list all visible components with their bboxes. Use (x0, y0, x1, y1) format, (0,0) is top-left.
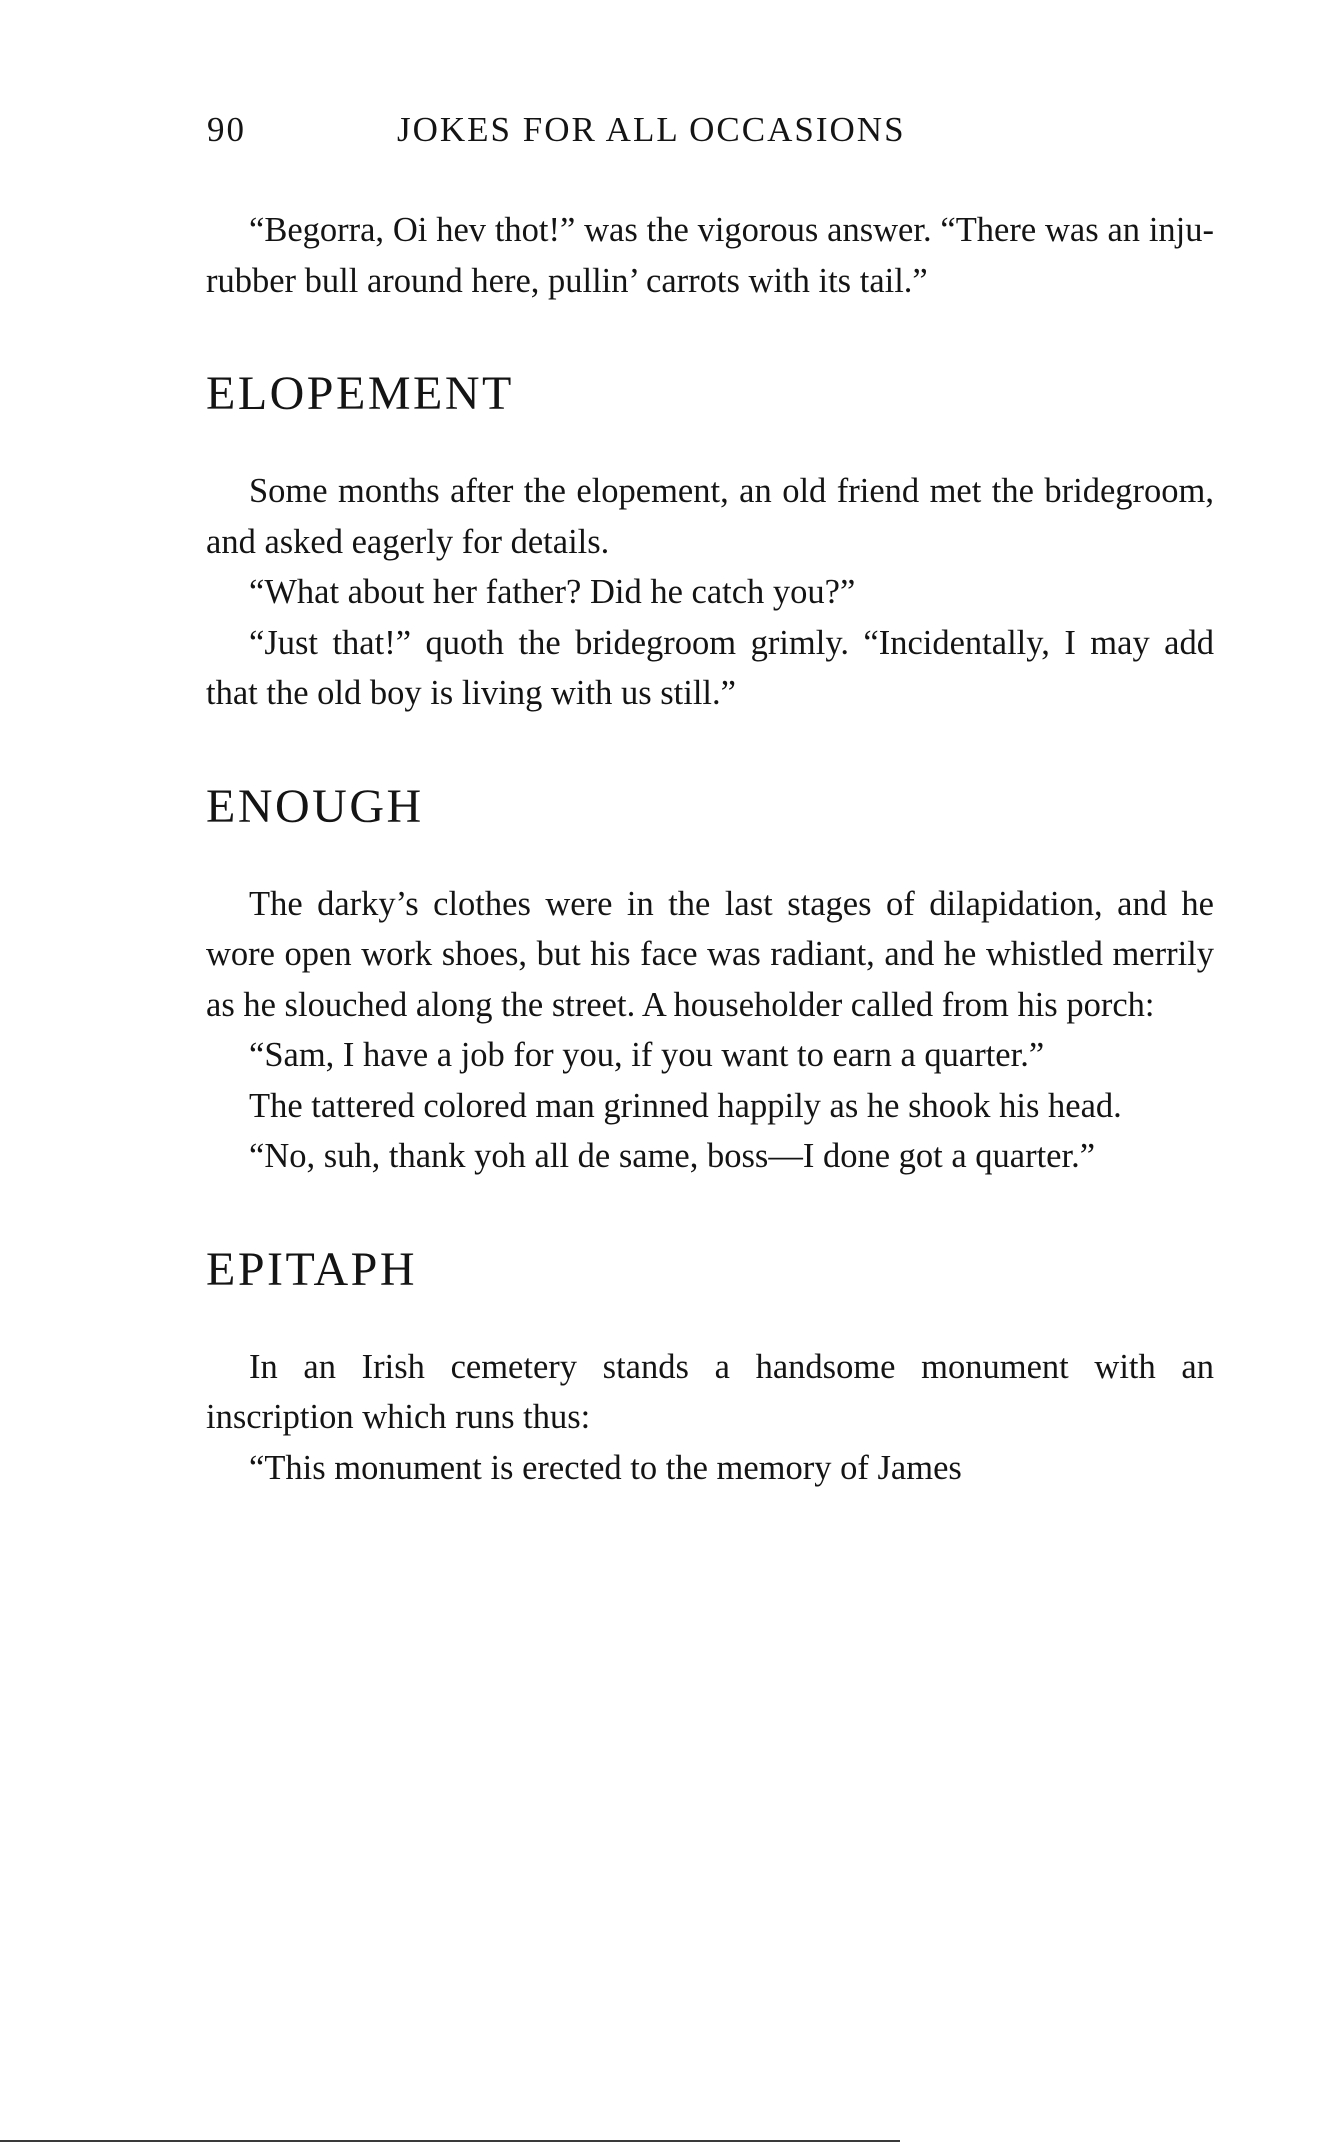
continuation-paragraph: “Begorra, Oi hev thot!” was the vigorous answer. “There was an inju-rubber bull around here, pullin’ carrots with its tail.” (206, 211, 1214, 300)
scan-edge-rule (0, 2140, 900, 2142)
paragraph: The tattered colored man grinned happily as he shook his head. (249, 1086, 1122, 1125)
section-heading: EPITAPH (206, 1242, 417, 1296)
book-title: JOKES FOR ALL OCCASIONS (397, 110, 906, 149)
page-number: 90 (207, 110, 246, 149)
section-elopement (206, 366, 1214, 719)
page-body (206, 205, 1214, 1493)
section-epitaph (206, 1242, 1214, 1494)
section-heading: ELOPEMENT (206, 367, 514, 420)
running-head (207, 108, 1207, 152)
paragraph: “No, suh, thank yoh all de same, boss—I done got a quarter.” (249, 1137, 1096, 1175)
section-enough (206, 779, 1214, 1182)
section-heading: ENOUGH (206, 779, 424, 833)
paragraph: Some months after the elopement, an old friend met the bridegroom, and asked eagerly for details. (206, 472, 1214, 561)
paragraph: “This monument is erected to the memory of James (249, 1448, 962, 1487)
paragraph: In an Irish cemetery stands a handsome monument with an inscription which runs thus: (206, 1347, 1214, 1436)
paragraph: “What about her father? Did he catch you?” (249, 573, 856, 611)
paragraph: “Sam, I have a job for you, if you want to earn a quarter.” (249, 1036, 1045, 1074)
paragraph: The darky’s clothes were in the last stages of dilapidation, and he wore open work shoes, but his face was radiant, and he whistled merrily as he slouched along the street. A householder called from his porch: (206, 884, 1214, 1024)
paragraph: “Just that!” quoth the bridegroom grimly. “Incidentally, I may add that the old boy is living with us still.” (206, 623, 1214, 712)
